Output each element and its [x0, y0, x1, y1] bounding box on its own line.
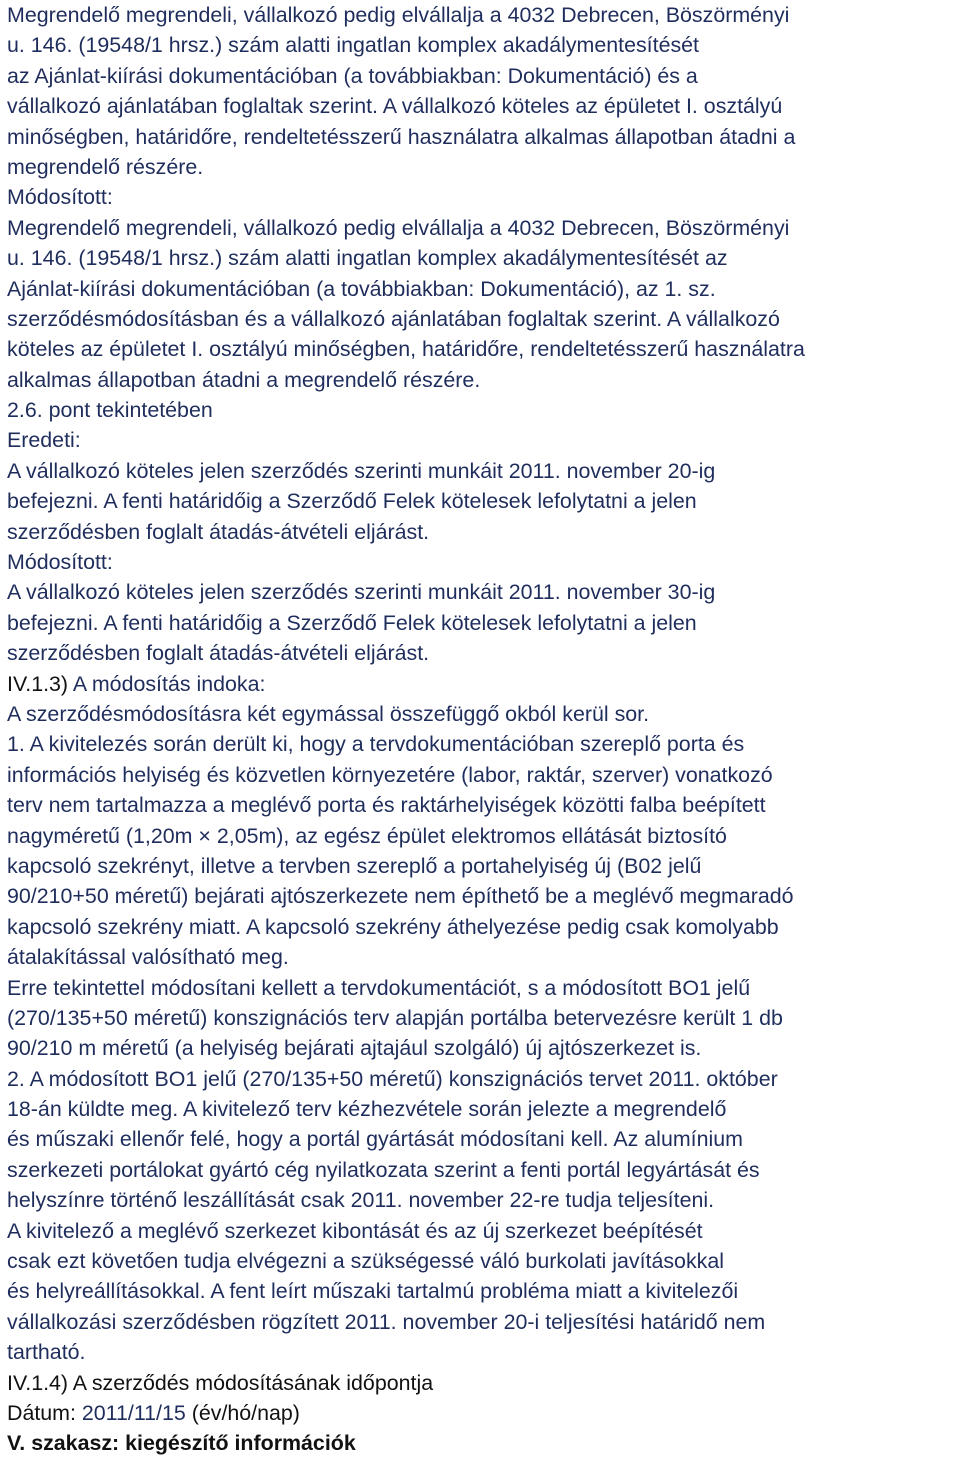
text-line: Ajánlat-kiírási dokumentációban (a továbbiakban: Dokumentáció), az 1. sz. — [7, 276, 716, 301]
reason-line: és helyreállításokkal. A fent leírt műszaki tartalmú probléma miatt a kivitelezői — [7, 1279, 739, 1304]
text-line: u. 146. (19548/1 hrsz.) szám alatti ingatlan komplex akadálymentesítését — [7, 33, 699, 58]
reason-line: és műszaki ellenőr felé, hogy a portál gyártását módosítani kell. Az alumínium — [7, 1127, 743, 1152]
text-line: vállalkozó ajánlatában foglaltak szerint. A vállalkozó köteles az épületet I. osztályú — [7, 94, 783, 119]
reason-line: Erre tekintettel módosítani kellett a tervdokumentációt, s a módosított BO1 jelű — [7, 975, 751, 1000]
section-v-heading: V. szakasz: kiegészítő információk — [7, 1431, 356, 1456]
section-413-number: IV.1.3) — [7, 671, 69, 696]
section-413-heading — [7, 669, 957, 699]
reason-line: helyszínre történő leszállítását csak 2011. november 22-re tudja teljesíteni. — [7, 1188, 715, 1213]
reason-line: tartható. — [7, 1340, 86, 1365]
reason-line: A szerződésmódosításra két egymással összefüggő okból kerül sor. — [7, 701, 650, 726]
reason-line: (270/135+50 méretű) konszignációs terv alapján portálba betervezésre került 1 db — [7, 1005, 783, 1030]
document-page — [7, 0, 957, 1459]
section-414-heading: IV.1.4) A szerződés módosításának időpontja — [7, 1370, 434, 1395]
reason-line: átalakítással valósítható meg. — [7, 945, 289, 970]
modified-heading: Módosított: — [7, 550, 113, 575]
text-line: szerződésmódosításban és a vállalkozó ajánlatában foglaltak szerint. A vállalkozó — [7, 306, 780, 331]
text-line: Megrendelő megrendeli, vállalkozó pedig elvállalja a 4032 Debrecen, Böszörményi — [7, 215, 790, 240]
reason-line: vállalkozási szerződésben rögzített 2011. november 20-i teljesítési határidő nem — [7, 1309, 766, 1334]
reason-line: szerkezeti portálokat gyártó cég nyilatkozata szerint a fenti portál legyártását és — [7, 1157, 760, 1182]
date-value: 2011/11/15 — [81, 1400, 186, 1425]
reason-line: nagyméretű (1,20m × 2,05m), az egész épület elektromos ellátását biztosító — [7, 823, 727, 848]
reason-line: csak ezt követően tudja elvégezni a szükségessé váló burkolati javításokkal — [7, 1249, 724, 1274]
text-line: u. 146. (19548/1 hrsz.) szám alatti ingatlan komplex akadálymentesítését az — [7, 246, 728, 271]
text-line: minőségben, határidőre, rendeltetésszerű használatra alkalmas állapotban átadni a — [7, 124, 796, 149]
original-heading: Eredeti: — [7, 428, 81, 453]
text-line: megrendelő részére. — [7, 154, 204, 179]
reason-line: terv nem tartalmazza a meglévő porta és raktárhelyiségek közötti falba beépített — [7, 793, 766, 818]
reason-line: kapcsoló szekrényt, illetve a tervben szereplő a portahelyiség új (B02 jelű — [7, 853, 702, 878]
text-line: A vállalkozó köteles jelen szerződés szerinti munkáit 2011. november 30-ig — [7, 580, 716, 605]
text-line: alkalmas állapotban átadni a megrendelő részére. — [7, 367, 481, 392]
date-label: Dátum: — [7, 1400, 82, 1425]
text-line: Megrendelő megrendeli, vállalkozó pedig elvállalja a 4032 Debrecen, Böszörményi — [7, 3, 790, 27]
text-line: befejezni. A fenti határidőig a Szerződő Felek kötelesek lefolytatni a jelen — [7, 610, 697, 635]
reason-line: 18-án küldte meg. A kivitelező terv kézhezvétele során jelezte a megrendelő — [7, 1097, 727, 1122]
reason-line: 1. A kivitelezés során derült ki, hogy a tervdokumentációban szereplő porta és — [7, 732, 745, 757]
text-line: A vállalkozó köteles jelen szerződés szerinti munkáit 2011. november 20-ig — [7, 458, 716, 483]
modified-heading: Módosított: — [7, 185, 113, 210]
point-heading: 2.6. pont tekintetében — [7, 398, 213, 423]
text-line: köteles az épületet I. osztályú minőségben, határidőre, rendeltetésszerű használatra — [7, 337, 805, 362]
text-line: szerződésben foglalt átadás-átvételi eljárást. — [7, 519, 430, 544]
reason-line: kapcsoló szekrény miatt. A kapcsoló szekrény áthelyezése pedig csak komolyabb — [7, 914, 779, 939]
reason-line: 90/210+50 méretű) bejárati ajtószerkezete nem építhető be a meglévő megmaradó — [7, 884, 794, 909]
text-line: befejezni. A fenti határidőig a Szerződő Felek kötelesek lefolytatni a jelen — [7, 489, 697, 514]
reason-line: 2. A módosított BO1 jelű (270/135+50 méretű) konszignációs tervet 2011. október — [7, 1066, 778, 1091]
reason-line: 90/210 m méretű (a helyiség bejárati ajtajául szolgáló) új ajtószerkezet is. — [7, 1036, 702, 1061]
reason-line: információs helyiség és közvetlen környezetére (labor, raktár, szerver) vonatkozó — [7, 762, 773, 787]
date-format: (év/hó/nap) — [185, 1400, 300, 1425]
section-413-title: A módosítás indoka: — [68, 671, 266, 696]
date-line — [7, 1398, 957, 1428]
reason-line: A kivitelező a meglévő szerkezet kibontását és az új szerkezet beépítését — [7, 1218, 703, 1243]
text-line: az Ajánlat-kiírási dokumentációban (a továbbiakban: Dokumentáció) és a — [7, 63, 698, 88]
text-line: szerződésben foglalt átadás-átvételi eljárást. — [7, 641, 430, 666]
